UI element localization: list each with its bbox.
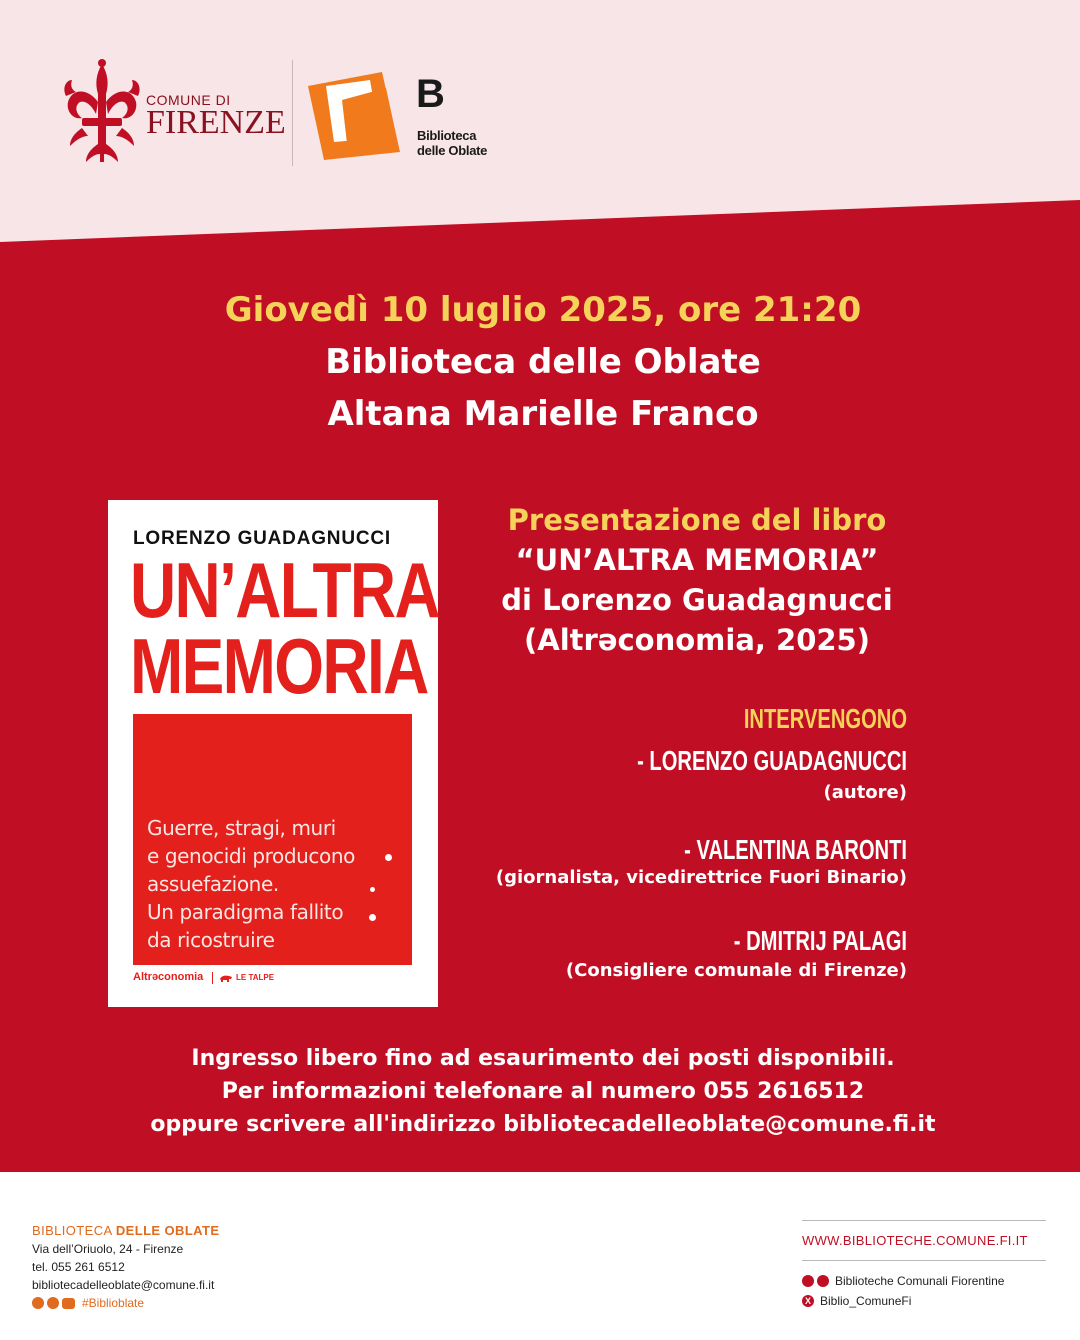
speaker-role: (Consigliere comunale di Firenze) — [565, 960, 907, 981]
footer-web — [802, 1220, 1046, 1311]
footer-divider — [802, 1260, 1046, 1261]
footer-social-row-2 — [802, 1291, 1046, 1311]
event-room: Altana Marielle Franco — [327, 394, 759, 434]
footer-email[interactable]: bibliotecadelleoblate@comune.fi.it — [32, 1278, 215, 1292]
event-headline — [0, 284, 1080, 440]
speaker-name: - VALENTINA BARONTI — [684, 834, 907, 865]
footer-social-row-1 — [802, 1271, 1046, 1291]
facebook-icon[interactable] — [32, 1297, 44, 1309]
florence-lily-icon — [62, 58, 142, 166]
footer-tel: tel. 055 261 6512 — [32, 1260, 125, 1274]
event-venue: Biblioteca delle Oblate — [325, 342, 761, 382]
speaker-role: (autore) — [823, 782, 907, 803]
book-presentation — [460, 500, 934, 660]
footer-library-title: DELLE OBLATE — [115, 1223, 220, 1238]
book-author: LORENZO GUADAGNUCCI — [133, 528, 391, 549]
info-line3: oppure scrivere all'indirizzo bibliotecadelleoblate@comune.fi.it — [150, 1112, 936, 1137]
info-block — [0, 1042, 1080, 1141]
book-red-block — [133, 714, 412, 965]
footer-address: Via dell’Oriuolo, 24 - Firenze — [32, 1242, 184, 1256]
info-line2: Per informazioni telefonare al numero 055 2616512 — [221, 1079, 865, 1104]
speaker-role: (giornalista, vicedirettrice Fuori Binario) — [495, 867, 907, 888]
presentation-author: di Lorenzo Guadagnucci — [501, 583, 893, 617]
footer-social-2: Biblio_ComuneFi — [820, 1294, 912, 1308]
book-title-line2: MEMORIA — [130, 622, 428, 710]
footer-social-row — [32, 1294, 219, 1312]
footer-hashtag: #Biblioblate — [82, 1296, 145, 1310]
book-title — [130, 546, 439, 710]
presentation-label: Presentazione del libro — [507, 503, 887, 537]
facebook-icon[interactable] — [802, 1275, 814, 1287]
header-logos — [62, 58, 502, 170]
comune-line2: FIRENZE — [146, 104, 286, 141]
presentation-title: “UN’ALTRA MEMORIA” — [515, 543, 879, 577]
footer-social-1: Biblioteche Comunali Fiorentine — [835, 1274, 1005, 1288]
footer-library-prefix: BIBLIOTECA — [32, 1223, 112, 1238]
spotify-icon[interactable] — [817, 1275, 829, 1287]
oblate-line2: delle Oblate — [417, 143, 488, 158]
comune-di-firenze-wordmark — [146, 92, 286, 140]
instagram-icon[interactable] — [47, 1297, 59, 1309]
event-date: Giovedì 10 luglio 2025, ore 21:20 — [224, 290, 862, 330]
presentation-publisher: (Altrəconomia, 2025) — [524, 623, 870, 657]
info-line1: Ingresso libero fino ad esaurimento dei posti disponibili. — [191, 1046, 895, 1071]
boar-icon — [219, 974, 233, 983]
footer-url[interactable]: WWW.BIBLIOTECHE.COMUNE.FI.IT — [802, 1233, 1028, 1248]
oblate-logo-icon — [308, 72, 418, 160]
speaker-name: - DMITRIJ PALAGI — [733, 925, 907, 956]
book-blurb: Guerre, stragi, muri e genocidi producono assuefazione. Un paradigma fallito da ricostruire — [147, 816, 355, 952]
book-dot — [369, 914, 376, 921]
book-title-line1: UN’ALTRA — [130, 546, 439, 634]
oblate-name — [417, 128, 487, 158]
footer-social — [802, 1271, 1046, 1311]
speakers-heading: INTERVENGONO — [743, 703, 907, 734]
footer-contacts — [32, 1222, 219, 1312]
speakers — [387, 702, 907, 983]
book-publisher: Altrəconomia — [133, 971, 204, 983]
book-dot — [370, 887, 375, 892]
comune-line1: COMUNE DI — [146, 92, 231, 108]
x-icon[interactable]: X — [802, 1295, 814, 1307]
speaker-name: - LORENZO GUADAGNUCCI — [637, 745, 907, 776]
oblate-line1: Biblioteca — [417, 128, 477, 143]
book-publisher-separator — [212, 972, 213, 984]
book-series: LE TALPE — [236, 973, 275, 982]
oblate-letter: B — [416, 72, 445, 116]
logo-divider — [292, 60, 293, 166]
youtube-icon[interactable] — [62, 1298, 75, 1309]
footer-library-name — [32, 1222, 219, 1240]
